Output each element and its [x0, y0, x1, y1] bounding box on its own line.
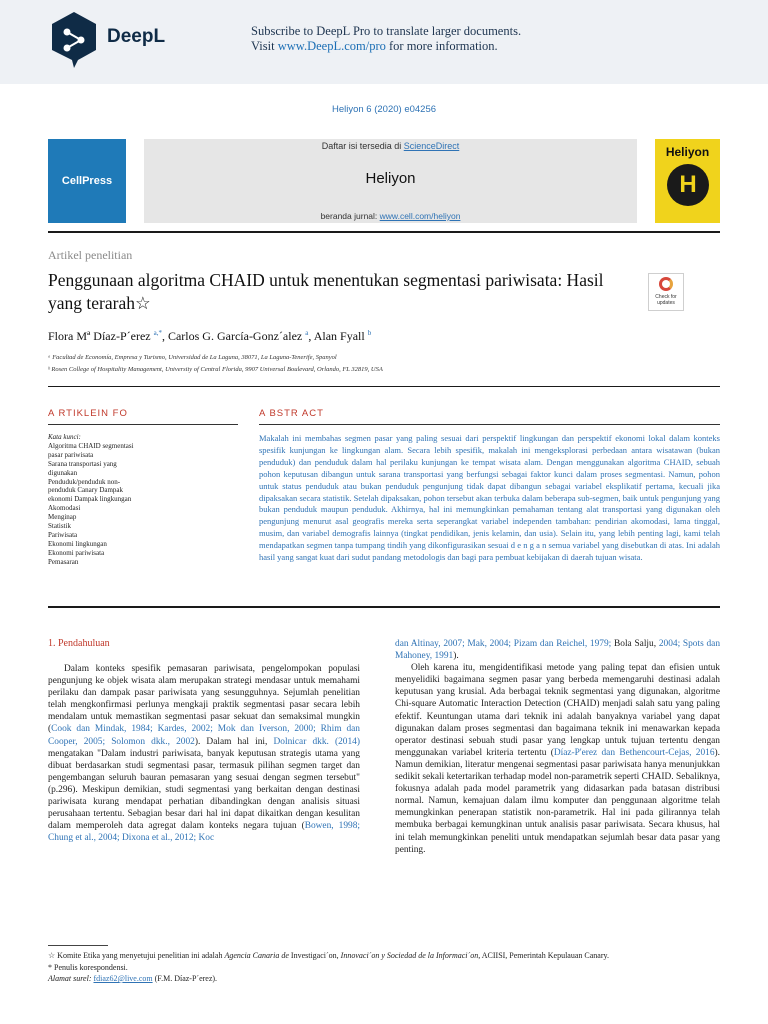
article-type: Artikel penelitian [48, 248, 133, 262]
body-column-right [395, 638, 720, 856]
paragraph-text: ). [453, 651, 459, 662]
check-updates-label: Check for updates [655, 294, 677, 306]
citation-link[interactable]: 2004; Spots dan Mahoney, 1991 [395, 639, 721, 662]
author-affiliation-mark[interactable]: a,* [153, 329, 162, 337]
keyword: digunakan [48, 468, 78, 477]
paragraph [395, 662, 720, 856]
author-affiliation-mark[interactable]: b [367, 329, 372, 337]
deepl-logo-icon [48, 10, 100, 70]
citation-link[interactable]: Dolnicar dkk. (2014) [273, 736, 360, 747]
citation-link[interactable]: Bowen, 1998; Chung et al., 2004; Dixona et al., 2012; Koc [48, 821, 360, 844]
cellpress-logo: CellPress [48, 139, 126, 223]
header-rule [48, 231, 720, 233]
cover-title: Heliyon [665, 145, 710, 159]
affiliation-b: ᵇ Rosen College of Hospitality Management, University of Central Florida, 9907 Universal Boulevard, Orlando, FL 32819, USA [48, 366, 383, 373]
keyword: ekonomi Dampak lingkungan [48, 495, 132, 504]
deepl-banner [0, 0, 768, 84]
author-name[interactable]: Carlos G. García-Gonz´alez [167, 329, 303, 343]
section-heading-introduction: 1. Pendahuluan [48, 638, 110, 649]
sciencedirect-link[interactable]: ScienceDirect [403, 141, 460, 151]
keyword: Statistik [48, 522, 71, 531]
citation-link[interactable]: dan Altinay, 2007; Mak, 2004; Pizam dan Reichel, 1979; [395, 639, 612, 649]
keyword: pasar pariwisata [48, 450, 94, 459]
keyword: Akomodasi [48, 504, 81, 513]
promo-tail: for more information. [385, 39, 498, 53]
deepl-promo [251, 24, 521, 54]
keyword: Ekonomi lingkungan [48, 539, 107, 548]
article-info-rule [48, 424, 238, 425]
journal-header [144, 139, 637, 223]
article-title [48, 269, 648, 315]
footnote-text: ☆ Komite Etika yang menyetujui penelitian ini adalah [48, 951, 225, 960]
contents-line [144, 141, 637, 151]
homepage-prefix: beranda jurnal: [320, 211, 380, 221]
keywords-label: Kata kunci: [48, 433, 81, 441]
abstract-text: Makalah ini membahas segmen pasar yang paling sesuai dari perspektif lingkungan dan perspektif ekonomi lokal dalam konteks spesifik kunjungan ke lingkungan alam. Secara lebih spesifik, makalah ini mengeksplorasi perbedaan antara wisatawan (bukan penduduk) dan penduduk dalam hal perilaku kunjungan ke tempat wisata alam. Dengan menggunakan algoritma CHAID, sebuah pohon keputusan dibangun untuk sarana transportasi yang berfungsi sebagai faktor kunci dalam proses segmentasi. Namun, pohon untuk status penduduk atau bukan penduduk pengunjung tidak dapat dibangun sebagai variabel eksplikatif pertama, kecuali jika dipaksakan secara statistik. Setelah dipaksakan, pohon tersebut akan terbuka dalam beberapa sub-segmen, baik untuk pengunjung yang bukan penduduk maupun penduduk. Akhirnya, hal ini memungkinkan pemahaman tentang alat transportasi yang digunakan oleh pengunjung menurut asal geografis mereka serta seperangkat variabel independen tambahan: pendirian akomodasi, lama tinggal, musim, dan variabel demografis lainnya (tingkat pendidikan, jenis kelamin, dan usia). Selain itu, yang lebih penting lagi, kami telah mendapatkan segmen tanpa tumpang tindih yang dikonfigurasikan sesuai d e n g a n semua variabel yang disebutkan di atas. Ini adalah hasil yang sangat kuat dari sudut pandang metodologis dan bagi para pembuat kebijakan di daerah tujuan wisata. [259, 433, 720, 563]
keyword: Penduduk/penduduk non- [48, 477, 121, 486]
author-affiliation-mark[interactable]: a [305, 329, 309, 337]
keyword: Pemasaran [48, 557, 79, 566]
keyword: Menginap [48, 513, 77, 522]
author-name[interactable]: Flora Mª Díaz-P´erez [48, 329, 151, 343]
footnotes [48, 950, 720, 985]
paragraph [48, 663, 360, 844]
homepage-line [144, 211, 637, 221]
paragraph-text: Oleh karena itu, mengidentifikasi metode yang paling tepat dan efisien untuk menyelidiki bagaimana segmen pasar yang berbeda memengaruhi destinasi adalah keputusan yang krusial. Ada berbagai teknik segmentasi yang digunakan, algoritme Chi-square Automatic Interaction Detection (CHAID) menjadi salah satu yang paling efektif. Keuntungan utama dari teknik ini adalah banyaknya variabel yang dapat digunakan dalam proses segmentasi dan bagaimana teknik ini menawarkan kepada operator destinasi sebuah studi pasar yang lengkap untuk tujuan tertentu dengan menggunakan variabel kriteria tertentu ( [395, 663, 720, 758]
promo-line1: Subscribe to DeepL Pro to translate larger documents. [251, 24, 522, 38]
title-line1: Penggunaan algoritma CHAID untuk menentukan segmentasi pariwisata: Hasil [48, 270, 604, 290]
keyword: Algoritma CHAID segmentasi [48, 441, 134, 450]
email-label: Alamat surel: [48, 974, 94, 983]
citation-link[interactable]: Díaz-P'erez dan Bethencourt-Cejas, 2016 [553, 747, 715, 758]
paragraph-text: Dalam konteks spesifik pemasaran pariwisata, pengelompokan populasi pengunjung ke objek wisata alam merupakan strategi mendasar untuk memahami perilaku dan dampak pasar pariwisata yang sesungguhnya. Sejumlah penelitian telah mengkonfirmasi perlunya mengkaji praktik segmentasi pasar secara lebih mendalam untuk memastikan segmentasi pasar sekuat dan semaksimal mungkin ( [48, 664, 360, 735]
footnote-text: Investigaci´on, [288, 951, 341, 960]
check-updates-button[interactable] [648, 273, 684, 311]
check-updates-icon [659, 277, 673, 291]
corresponding-author-note: * Penulis korespondensi. [48, 962, 128, 972]
paragraph-text: mengatakan "Dalam industri pariwisata, banyak keputusan strategis utama yang dibuat berdasarkan studi segmentasi pasar, termasuk pilihan segmen target dan pengembangan seluruh bauran pemasaran yang sesuai dengan segmen tersebut" (p.296). Meskipun demikian, studi segmentasi yang berkaitan dengan destinasi pariwisata kurang mendapat perhatian dibandingkan dengan analisis situasi perusahaan tertentu. Sebagian besar dari hal ini dapat dikaitkan dengan kesulitan dalam memperoleh data agregat dalam konteks negara tujuan ( [48, 748, 360, 832]
contents-prefix: Daftar isi tersedia di [321, 141, 404, 151]
abstract-bottom-rule [48, 606, 720, 608]
journal-homepage-link[interactable]: www.cell.com/heliyon [379, 211, 461, 221]
affiliation-a: ᵃ Facultad de Economía, Empresa y Turismo, Universidad de La Laguna, 38071, La Laguna-Tenerife, Spanyol [48, 354, 337, 361]
paragraph [395, 638, 720, 662]
paragraph-text: ). Dalam hal ini, [194, 736, 274, 747]
email-link[interactable]: fdiaz62@live.com [93, 974, 153, 983]
keyword: Pariwisata [48, 530, 78, 539]
footnote-text: Agencia Canaria de [224, 951, 289, 960]
journal-citation[interactable]: Heliyon 6 (2020) e04256 [331, 104, 437, 115]
keyword: penduduk Canary Dampak [48, 486, 124, 495]
promo-line2 [251, 39, 521, 54]
title-line2: yang terarah☆ [48, 293, 151, 313]
body-column-left [48, 663, 360, 844]
email-note [48, 973, 720, 985]
footnote-text: (F.M. Díaz-P´erez). [152, 974, 218, 983]
deepl-pro-link[interactable]: www.DeepL.com/pro [277, 39, 386, 53]
heliyon-cover-image [655, 139, 720, 223]
journal-name: Heliyon [365, 170, 416, 187]
footnote-rule [48, 945, 108, 946]
article-info-heading: A RTIKLEIN FO [48, 408, 128, 419]
affiliations-rule [48, 386, 720, 387]
abstract-rule [259, 424, 720, 425]
footnote-text: , ACIISI, Pemerintah Kepulauan Canary. [478, 951, 609, 960]
paragraph-text: Bola Salju, [611, 639, 659, 649]
footnote-text: Innovaci´on y Sociedad de la Informaci´on [340, 951, 479, 960]
author-name[interactable]: Alan Fyall [313, 329, 365, 343]
deepl-brand: DeepL [107, 26, 166, 47]
abstract-heading: A BSTR ACT [259, 408, 324, 419]
keywords-list [48, 433, 198, 567]
keyword: Ekonomi pariwisata [48, 548, 105, 557]
keyword: Sarana transportasi yang [48, 459, 117, 468]
citation-link[interactable]: Cook dan Mindak, 1984; Kardes, 2002; Mok dan Iverson, 2000; Rhim dan Cooper, 2005; Solomon dkk., 2002 [48, 724, 360, 747]
promo-visit: Visit [251, 39, 278, 53]
cover-h-icon: H [667, 164, 709, 206]
ethics-footnote [48, 950, 720, 962]
author-list: Flora Mª Díaz-P´erez $^{a,*}$, Carlos G. García-Gonz´alez $^a$, Alan Fyall $^b$ [48, 329, 372, 343]
paragraph-text: ). Namun demikian, literatur mengenai segmentasi pasar pariwisata hanya menunjukkan sedikit sekali ketertarikan terhadap model non-parametrik seperti CHAID. Sebaliknya, fokusnya adalah pada model parametrik yang didasarkan pada batasan distribusi normal. Namun, kemajuan dalam ilmu komputer dan penggunaan algoritme telah memungkinkan penerapan statistik non-parametrik. Hal ini pada gilirannya telah membuka berbagai kemungkinan untuk analisis pasar pariwisata. Secara khusus, hal ini telah memungkinkan peneliti untuk mendapatkan sejumlah besar data pasar yang penting. [395, 747, 720, 855]
